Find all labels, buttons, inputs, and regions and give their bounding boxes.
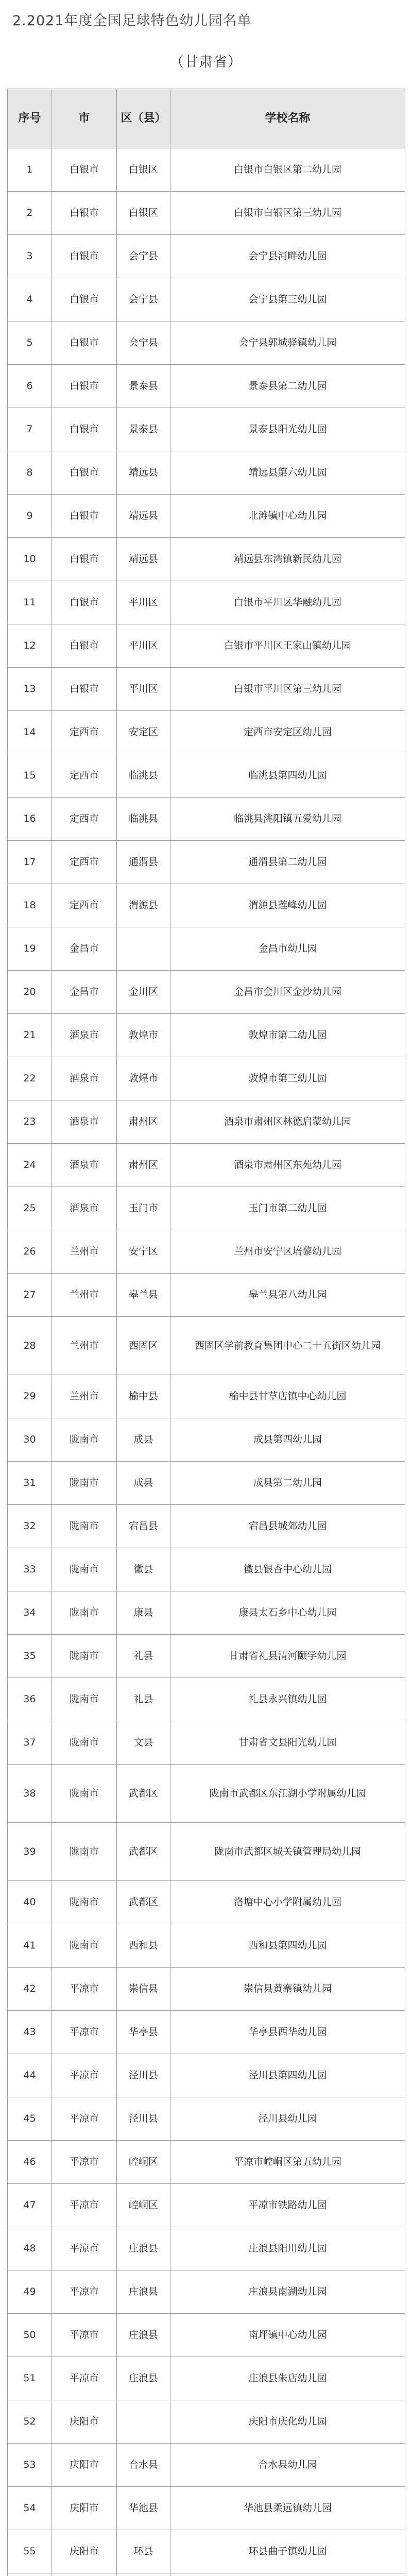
table-row	[8, 321, 405, 365]
cell-city: 平凉市	[52, 2314, 117, 2357]
cell-district: 安定区	[117, 711, 170, 754]
cell-school: 通渭县第二幼儿园	[170, 841, 405, 884]
table-row	[8, 1187, 405, 1230]
cell-school: 酒泉市肃州区东苑幼儿园	[170, 1144, 405, 1187]
cell-district: 会宁县	[117, 235, 170, 278]
cell-city: 白银市	[52, 624, 117, 668]
cell-index: 20	[8, 971, 52, 1014]
cell-city: 白银市	[52, 365, 117, 408]
cell-index: 14	[8, 711, 52, 754]
cell-city: 陇南市	[52, 1823, 117, 1881]
cell-district: 宕昌县	[117, 1505, 170, 1548]
cell-school: 西固区学前教育集团中心二十五街区幼儿园	[170, 1317, 405, 1375]
cell-district: 庄浪县	[117, 2270, 170, 2314]
cell-index: 43	[8, 2011, 52, 2054]
cell-index: 50	[8, 2314, 52, 2357]
cell-city: 白银市	[52, 192, 117, 235]
cell-school: 陇南市武都区城关镇管理局幼儿园	[170, 1823, 405, 1881]
cell-city: 酒泉市	[52, 1057, 117, 1100]
cell-index: 7	[8, 408, 52, 451]
table-row	[8, 1505, 405, 1548]
cell-district: 平川区	[117, 624, 170, 668]
cell-city: 陇南市	[52, 1678, 117, 1721]
cell-district: 会宁县	[117, 321, 170, 365]
cell-index: 26	[8, 1230, 52, 1274]
cell-index: 29	[8, 1375, 52, 1418]
cell-district: 武都区	[117, 1823, 170, 1881]
cell-district: 皋兰县	[117, 1274, 170, 1317]
cell-district: 白银区	[117, 148, 170, 192]
cell-index: 38	[8, 1765, 52, 1823]
cell-city: 庆阳市	[52, 2444, 117, 2487]
cell-school: 敦煌市第三幼儿园	[170, 1057, 405, 1100]
cell-city: 陇南市	[52, 1462, 117, 1505]
cell-city: 兰州市	[52, 1317, 117, 1375]
cell-city: 酒泉市	[52, 1187, 117, 1230]
cell-index: 32	[8, 1505, 52, 1548]
table-row	[8, 2487, 405, 2530]
cell-district: 康县	[117, 1591, 170, 1635]
cell-city: 兰州市	[52, 1274, 117, 1317]
cell-city: 白银市	[52, 235, 117, 278]
cell-index: 17	[8, 841, 52, 884]
cell-district: 庄浪县	[117, 2357, 170, 2400]
header-city: 市	[52, 89, 117, 148]
cell-school: 酒泉市肃州区林德启蒙幼儿园	[170, 1100, 405, 1144]
cell-school: 陇南市武都区东江湖小学附属幼儿园	[170, 1765, 405, 1823]
cell-index: 40	[8, 1881, 52, 1924]
cell-city: 定西市	[52, 711, 117, 754]
cell-school: 华亭县西华幼儿园	[170, 2011, 405, 2054]
table-row	[8, 754, 405, 798]
cell-district: 徽县	[117, 1548, 170, 1591]
cell-school: 泾川县幼儿园	[170, 2097, 405, 2141]
cell-city: 陇南市	[52, 1548, 117, 1591]
cell-city: 白银市	[52, 278, 117, 321]
table-row	[8, 1635, 405, 1678]
cell-index: 30	[8, 1418, 52, 1462]
cell-city: 庆阳市	[52, 2400, 117, 2444]
table-row	[8, 2270, 405, 2314]
cell-index: 48	[8, 2227, 52, 2270]
cell-school: 平凉市崆峒区第五幼儿园	[170, 2141, 405, 2184]
table-header-row	[8, 89, 405, 148]
table-row	[8, 2444, 405, 2487]
cell-school: 玉门市第二幼儿园	[170, 1187, 405, 1230]
cell-school: 礼县永兴镇幼儿园	[170, 1678, 405, 1721]
cell-city: 定西市	[52, 841, 117, 884]
cell-school: 甘肃省文县阳光幼儿园	[170, 1721, 405, 1765]
cell-city: 庆阳市	[52, 2530, 117, 2573]
table-row	[8, 1881, 405, 1924]
cell-school: 北滩镇中心幼儿园	[170, 495, 405, 538]
cell-district	[117, 2573, 170, 2576]
cell-district: 西和县	[117, 1924, 170, 1968]
cell-district: 泾川县	[117, 2097, 170, 2141]
cell-index: 31	[8, 1462, 52, 1505]
table-row	[8, 1548, 405, 1591]
cell-school: 敦煌市第二幼儿园	[170, 1014, 405, 1057]
cell-index: 4	[8, 278, 52, 321]
cell-school: 白银市平川区第三幼儿园	[170, 668, 405, 711]
cell-index: 52	[8, 2400, 52, 2444]
cell-index: 15	[8, 754, 52, 798]
cell-school: 崇信县黄寨镇幼儿园	[170, 1968, 405, 2011]
cell-city: 白银市	[52, 538, 117, 581]
cell-school: 景泰县阳光幼儿园	[170, 408, 405, 451]
cell-index: 53	[8, 2444, 52, 2487]
cell-district: 肃州区	[117, 1144, 170, 1187]
cell-index: 54	[8, 2487, 52, 2530]
cell-school: 庆阳市庆化幼儿园	[170, 2400, 405, 2444]
table-row	[8, 451, 405, 495]
cell-school: 白银市平川区华融幼儿园	[170, 581, 405, 624]
cell-district: 武都区	[117, 1765, 170, 1823]
cell-index	[8, 2573, 52, 2576]
cell-school: 临洮县洮阳镇五爱幼儿园	[170, 798, 405, 841]
table-row	[8, 1765, 405, 1823]
cell-city: 平凉市	[52, 1968, 117, 2011]
cell-school: 西和县第四幼儿园	[170, 1924, 405, 1968]
table-row	[8, 1230, 405, 1274]
cell-school: 白银市白银区第三幼儿园	[170, 192, 405, 235]
table-row	[8, 495, 405, 538]
cell-district: 西固区	[117, 1317, 170, 1375]
table-row	[8, 365, 405, 408]
cell-school: 金昌市幼儿园	[170, 927, 405, 971]
table-row	[8, 2141, 405, 2184]
table-row	[8, 884, 405, 927]
table-row	[8, 1823, 405, 1881]
cell-index: 36	[8, 1678, 52, 1721]
table-row	[8, 1100, 405, 1144]
table-row	[8, 798, 405, 841]
table-row	[8, 2184, 405, 2227]
cell-district: 泾川县	[117, 2054, 170, 2097]
cell-index: 10	[8, 538, 52, 581]
cell-city: 白银市	[52, 321, 117, 365]
cell-city: 定西市	[52, 884, 117, 927]
cell-index: 16	[8, 798, 52, 841]
header-index: 序号	[8, 89, 52, 148]
table-row	[8, 2054, 405, 2097]
table-row	[8, 1418, 405, 1462]
cell-district: 靖远县	[117, 538, 170, 581]
cell-school: 定西市安定区幼儿园	[170, 711, 405, 754]
cell-index: 46	[8, 2141, 52, 2184]
table-row	[8, 1317, 405, 1375]
cell-city: 平凉市	[52, 2011, 117, 2054]
cell-school: 靖远县第六幼儿园	[170, 451, 405, 495]
table-row	[8, 624, 405, 668]
cell-district: 崆峒区	[117, 2184, 170, 2227]
cell-district: 平川区	[117, 581, 170, 624]
cell-index: 13	[8, 668, 52, 711]
cell-school: 皋兰县第八幼儿园	[170, 1274, 405, 1317]
cell-index: 18	[8, 884, 52, 927]
cell-school: 徽县银杏中心幼儿园	[170, 1548, 405, 1591]
cell-city: 定西市	[52, 798, 117, 841]
table-row	[8, 2227, 405, 2270]
cell-city: 兰州市	[52, 1230, 117, 1274]
cell-district	[117, 927, 170, 971]
cell-city: 陇南市	[52, 1505, 117, 1548]
cell-district: 敦煌市	[117, 1057, 170, 1100]
cell-city: 平凉市	[52, 2141, 117, 2184]
cell-city: 酒泉市	[52, 1144, 117, 1187]
table-row	[8, 1014, 405, 1057]
cell-school: 成县第四幼儿园	[170, 1418, 405, 1462]
cell-index: 37	[8, 1721, 52, 1765]
table-row	[8, 971, 405, 1014]
cell-index: 11	[8, 581, 52, 624]
cell-district: 榆中县	[117, 1375, 170, 1418]
cell-index: 47	[8, 2184, 52, 2227]
cell-district: 通渭县	[117, 841, 170, 884]
cell-school: 会宁县第三幼儿园	[170, 278, 405, 321]
cell-city: 陇南市	[52, 1924, 117, 1968]
cell-index: 44	[8, 2054, 52, 2097]
cell-city: 白银市	[52, 668, 117, 711]
cell-index: 8	[8, 451, 52, 495]
cell-district: 靖远县	[117, 451, 170, 495]
cell-school: 兰州市安宁区培黎幼儿园	[170, 1230, 405, 1274]
table-row	[8, 278, 405, 321]
cell-index: 35	[8, 1635, 52, 1678]
cell-index: 33	[8, 1548, 52, 1591]
cell-school: 临洮县第四幼儿园	[170, 754, 405, 798]
cell-index: 24	[8, 1144, 52, 1187]
cell-district: 平川区	[117, 668, 170, 711]
table-row	[8, 1057, 405, 1100]
cell-index: 19	[8, 927, 52, 971]
cell-index: 5	[8, 321, 52, 365]
cell-district: 肃州区	[117, 1100, 170, 1144]
cell-school: 榆中县甘草店镇中心幼儿园	[170, 1375, 405, 1418]
cell-index: 55	[8, 2530, 52, 2573]
cell-city: 陇南市	[52, 1765, 117, 1823]
table-row	[8, 148, 405, 192]
header-school: 学校名称	[170, 89, 405, 148]
cell-city: 定西市	[52, 754, 117, 798]
table-row	[8, 2097, 405, 2141]
cell-district: 渭源县	[117, 884, 170, 927]
cell-district: 白银区	[117, 192, 170, 235]
table-row	[8, 1721, 405, 1765]
cell-index: 27	[8, 1274, 52, 1317]
cell-index: 41	[8, 1924, 52, 1968]
cell-index: 49	[8, 2270, 52, 2314]
cell-school: 甘肃省礼县清河颐学幼儿园	[170, 1635, 405, 1678]
cell-school: 景泰县第二幼儿园	[170, 365, 405, 408]
cell-school: 华池县柔远镇幼儿园	[170, 2487, 405, 2530]
cell-city: 酒泉市	[52, 1100, 117, 1144]
document-subtitle: （甘肃省）	[170, 54, 242, 70]
cell-school	[170, 2573, 405, 2576]
table-row	[8, 408, 405, 451]
table-row	[8, 1274, 405, 1317]
cell-district: 景泰县	[117, 408, 170, 451]
cell-school: 白银市平川区王家山镇幼儿园	[170, 624, 405, 668]
cell-index: 1	[8, 148, 52, 192]
cell-index: 25	[8, 1187, 52, 1230]
cell-district: 成县	[117, 1418, 170, 1462]
cell-district: 庄浪县	[117, 2227, 170, 2270]
cell-school: 庄浪县阳川幼儿园	[170, 2227, 405, 2270]
cell-district: 安宁区	[117, 1230, 170, 1274]
cell-district: 华池县	[117, 2487, 170, 2530]
cell-school: 泾川县第四幼儿园	[170, 2054, 405, 2097]
cell-district: 崆峒区	[117, 2141, 170, 2184]
cell-district: 临洮县	[117, 754, 170, 798]
cell-city: 陇南市	[52, 1591, 117, 1635]
cell-district: 文县	[117, 1721, 170, 1765]
cell-school: 渭源县莲峰幼儿园	[170, 884, 405, 927]
cell-city: 陇南市	[52, 1881, 117, 1924]
cell-index: 39	[8, 1823, 52, 1881]
cell-index: 2	[8, 192, 52, 235]
cell-city: 平凉市	[52, 2097, 117, 2141]
cell-index: 51	[8, 2357, 52, 2400]
cell-district: 玉门市	[117, 1187, 170, 1230]
cell-district: 礼县	[117, 1635, 170, 1678]
cell-district	[117, 2400, 170, 2444]
cell-city: 金昌市	[52, 927, 117, 971]
cell-district: 合水县	[117, 2444, 170, 2487]
cell-city: 白银市	[52, 581, 117, 624]
table-body	[8, 148, 405, 2576]
cell-district: 成县	[117, 1462, 170, 1505]
table-row	[8, 1462, 405, 1505]
cell-city: 兰州市	[52, 1375, 117, 1418]
header-district: 区（县）	[117, 89, 170, 148]
cell-school: 南坪镇中心幼儿园	[170, 2314, 405, 2357]
cell-school: 成县第二幼儿园	[170, 1462, 405, 1505]
cell-index: 3	[8, 235, 52, 278]
cell-city: 平凉市	[52, 2184, 117, 2227]
table-row	[8, 1591, 405, 1635]
table-row	[8, 2314, 405, 2357]
table-row	[8, 668, 405, 711]
cell-school: 康县太石乡中心幼儿园	[170, 1591, 405, 1635]
cell-index: 34	[8, 1591, 52, 1635]
cell-index: 23	[8, 1100, 52, 1144]
cell-city: 白银市	[52, 408, 117, 451]
kindergarten-table	[7, 89, 405, 2576]
table-row	[8, 841, 405, 884]
cell-city: 白银市	[52, 148, 117, 192]
cell-district: 环县	[117, 2530, 170, 2573]
cell-school: 白银市白银区第二幼儿园	[170, 148, 405, 192]
cell-district: 景泰县	[117, 365, 170, 408]
cell-index: 28	[8, 1317, 52, 1375]
cell-index: 12	[8, 624, 52, 668]
table-row	[8, 1968, 405, 2011]
table-row	[8, 538, 405, 581]
table-row	[8, 2573, 405, 2576]
cell-city: 酒泉市	[52, 1014, 117, 1057]
cell-district: 靖远县	[117, 495, 170, 538]
cell-district: 华亭县	[117, 2011, 170, 2054]
cell-city: 白银市	[52, 495, 117, 538]
table-row	[8, 2357, 405, 2400]
table-row	[8, 927, 405, 971]
cell-city	[52, 2573, 117, 2576]
document-title: 2.2021年度全国足球特色幼儿园名单	[12, 13, 252, 29]
cell-district: 庄浪县	[117, 2314, 170, 2357]
cell-school: 金昌市金川区金沙幼儿园	[170, 971, 405, 1014]
cell-index: 9	[8, 495, 52, 538]
cell-school: 合水县幼儿园	[170, 2444, 405, 2487]
cell-school: 靖远县东湾镇新民幼儿园	[170, 538, 405, 581]
cell-city: 平凉市	[52, 2270, 117, 2314]
table-row	[8, 1144, 405, 1187]
table-row	[8, 581, 405, 624]
table-row	[8, 711, 405, 754]
cell-school: 会宁县河畔幼儿园	[170, 235, 405, 278]
table-row	[8, 1924, 405, 1968]
cell-city: 平凉市	[52, 2227, 117, 2270]
cell-city: 金昌市	[52, 971, 117, 1014]
cell-district: 礼县	[117, 1678, 170, 1721]
table-row	[8, 1678, 405, 1721]
cell-index: 6	[8, 365, 52, 408]
cell-school: 庄浪县南湖幼儿园	[170, 2270, 405, 2314]
cell-district: 敦煌市	[117, 1014, 170, 1057]
cell-school: 洛塘中心小学附属幼儿园	[170, 1881, 405, 1924]
table-row	[8, 1375, 405, 1418]
cell-city: 陇南市	[52, 1418, 117, 1462]
cell-city: 庆阳市	[52, 2487, 117, 2530]
table-row	[8, 2011, 405, 2054]
cell-district: 会宁县	[117, 278, 170, 321]
cell-district: 金川区	[117, 971, 170, 1014]
cell-index: 42	[8, 1968, 52, 2011]
cell-school: 平凉市铁路幼儿园	[170, 2184, 405, 2227]
table-row	[8, 235, 405, 278]
cell-index: 22	[8, 1057, 52, 1100]
table-row	[8, 2530, 405, 2573]
cell-index: 21	[8, 1014, 52, 1057]
cell-city: 白银市	[52, 451, 117, 495]
cell-city: 陇南市	[52, 1635, 117, 1678]
cell-city: 陇南市	[52, 1721, 117, 1765]
cell-school: 环县曲子镇幼儿园	[170, 2530, 405, 2573]
cell-school: 会宁县郭城驿镇幼儿园	[170, 321, 405, 365]
cell-district: 崇信县	[117, 1968, 170, 2011]
table-row	[8, 2400, 405, 2444]
table-row	[8, 192, 405, 235]
cell-school: 庄浪县朱店幼儿园	[170, 2357, 405, 2400]
cell-city: 平凉市	[52, 2357, 117, 2400]
cell-school: 宕昌县城郊幼儿园	[170, 1505, 405, 1548]
cell-district: 武都区	[117, 1881, 170, 1924]
cell-district: 临洮县	[117, 798, 170, 841]
cell-index: 45	[8, 2097, 52, 2141]
cell-city: 平凉市	[52, 2054, 117, 2097]
